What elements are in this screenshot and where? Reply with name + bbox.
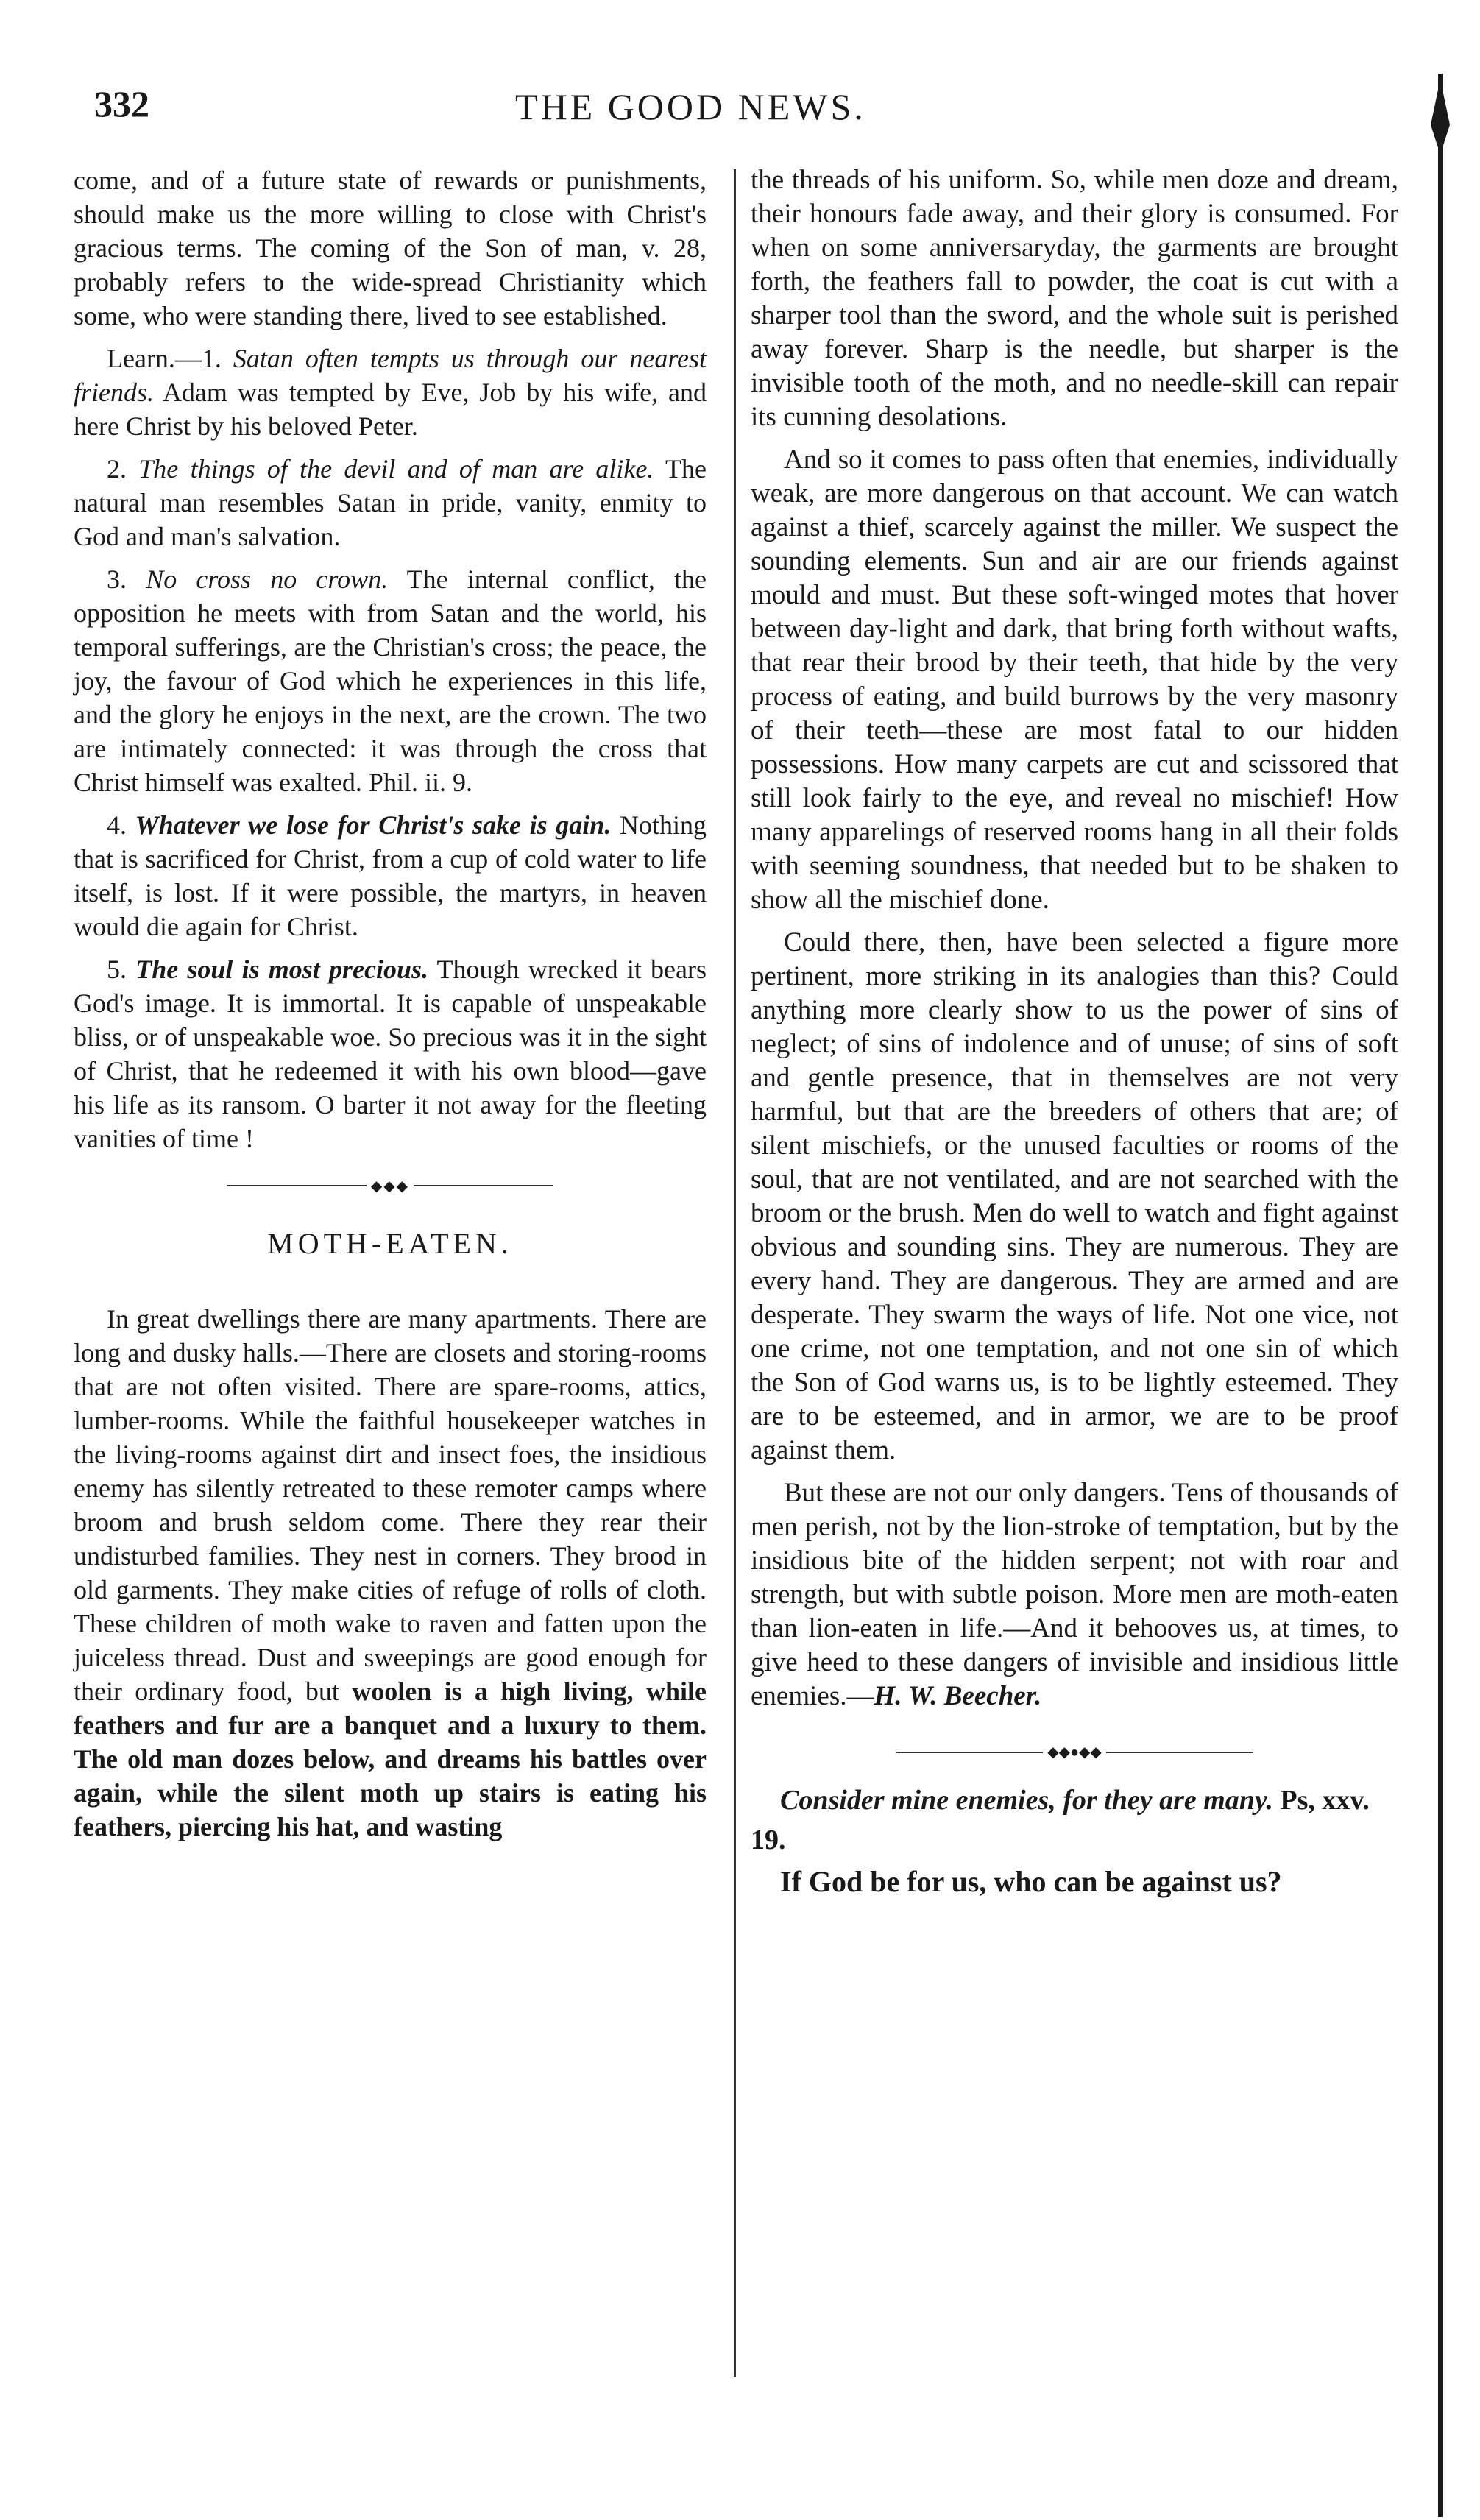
ornament-diamond-icon: ◆◆◆ <box>370 1178 410 1194</box>
point-heading: The things of the devil and of man are alike. <box>138 454 654 484</box>
learn-point-1 <box>74 341 707 443</box>
learn-lead: Learn.—1. <box>107 344 233 373</box>
ornament-rule <box>1106 1752 1253 1753</box>
point-number: 2. <box>107 454 139 484</box>
learn-heading: Satan often tempts us through our nearest friends. <box>74 344 707 407</box>
scripture-quote <box>751 1780 1398 1860</box>
moth-text: But these are not our only dangers. Tens of thousands of men perish, not by the lion-stroke of temptation, but by the insidious bite of the hidden serpent; not with roar and strength, but with subtle poison. More men are moth-eaten than lion-eaten in life.—And it behooves us, at times, to give heed to these dangers of invisible and insidious little enemies.— <box>751 1478 1398 1711</box>
point-heading: Whatever we lose for Christ's sake is gain. <box>135 810 612 840</box>
attribution: H. W. Beecher. <box>874 1681 1042 1711</box>
moth-paragraph-continued: the threads of his uniform. So, while men doze and dream, their honours fade away, and their glory is consumed. For when on some anniversaryday, the garments are brought forth, the feathers fall to powder, the coat is cut with a sharper tool than the sword, and the whole suit is perished away forever. Sharp is the needle, but sharper is the invisible tooth of the moth, and no needle-skill can repair its cunning desolations. <box>751 165 1398 432</box>
ornament-diamond-icon: ◆◆●◆◆ <box>1047 1744 1102 1760</box>
section-title: MOTH-EATEN. <box>267 1227 513 1260</box>
left-column <box>74 163 707 1852</box>
ornament-rule <box>227 1185 367 1186</box>
quote-text: Consider mine enemies, for they are many. <box>780 1785 1273 1816</box>
learn-point-2 <box>74 452 707 553</box>
column-divider <box>734 169 736 2377</box>
learn-point-5 <box>74 952 707 1155</box>
point-number: 5. <box>107 955 136 984</box>
ornament-rule <box>896 1752 1043 1753</box>
point-body: The natural man resembles Satan in pride, vanity, enmity to God and man's salvation. <box>74 454 707 551</box>
point-heading: The soul is most precious. <box>135 955 429 984</box>
section-ornament <box>751 1743 1398 1761</box>
point-body: Nothing that is sacrificed for Christ, from a cup of cold water to life itself, is lost. If it were possible, the martyrs, in heaven would die again for Christ. <box>74 810 707 941</box>
point-body: Though wrecked it bears God's image. It is immortal. It is capable of unspeakable bliss, or of unspeakable woe. So precious was it in the sight of Christ, that he redeemed it with his own blood—gave his life as its ransom. O barter it not away for the fleeting vanities of time ! <box>74 955 707 1153</box>
page-number: 332 <box>94 83 149 124</box>
page-edge-rule <box>1438 74 1443 2517</box>
scripture-quote-2: If God be for us, who can be against us? <box>780 1865 1282 1898</box>
moth-text: In great dwellings there are many apartments. There are long and dusky halls.—There are closets and storing-rooms that are not often visited. There are spare-rooms, attics, lumber-rooms. While the faithful housekeeper watches in the living-rooms against dirt and insect foes, the insidious enemy has silently retreated to these remoter camps where broom and brush seldom come. There they rear their undisturbed families. They nest in corners. They brood in old garments. They make cities of refuge of rolls of cloth. These children of moth wake to raven and fatten upon the juiceless thread. Dust and sweepings are good enough for their ordinary food, but <box>74 1304 707 1706</box>
right-column <box>751 163 1398 1904</box>
point-number: 3. <box>107 564 146 594</box>
moth-paragraph-3: Could there, then, have been selected a figure more pertinent, more striking in its analogies than this? Could anything more clearly show to us the power of sins of neglect; of sins of indolence and of unuse; of sins of soft and gentle presence, that in themselves are not very harmful, but that are the breeders of others that are; of silent mischiefs, or the unused faculties or rooms of the soul, that are not ventilated, and are not searched with the broom or the brush. Men do well to watch and fight against obvious and sounding sins. They are numerous. They are every hand. They are dangerous. They are armed and are desperate. They swarm the ways of life. Not one vice, not one crime, not one temptation, and not one sin of which the Son of God warns us, is to be lightly esteemed. They are to be esteemed, and in armor, we are to be proof against them. <box>751 927 1398 1465</box>
learn-point-3 <box>74 562 707 799</box>
point-number: 4. <box>107 810 135 840</box>
moth-text-bold: woolen is a high living, while feathers and fur are a banquet and a luxury to them. The old man dozes below, and dreams his battles over again, while the silent moth up stairs is eating his feathers, piercing his hat, and wasting <box>74 1677 707 1841</box>
learn-point-4 <box>74 808 707 944</box>
quote-reference: Ps, xxv. 19. <box>751 1785 1370 1855</box>
moth-paragraph-4 <box>751 1476 1398 1713</box>
learn-body: Adam was tempted by Eve, Job by his wife, and here Christ by his beloved Peter. <box>74 378 707 441</box>
moth-paragraph-1 <box>74 1302 707 1844</box>
moth-paragraph-2: And so it comes to pass often that enemies, individually weak, are more dangerous on that account. We can watch against a thief, scarcely against the miller. We suspect the sounding elements. Sun and air are our friends against mould and must. But these soft-winged motes that hover between day-light and dark, that bring forth without wafts, that rear their brood by their teeth, that hide by the very process of eating, and build burrows by the very masonry of their teeth—these are most fatal to our hidden possessions. How many carpets are cut and scissored that still look fairly to the eye, and reveal no mischief! How many apparelings of reserved rooms hang in all their folds with seeming soundness, that needed but to be shaken to show all the mischief done. <box>751 445 1398 915</box>
point-heading: No cross no crown. <box>146 564 389 594</box>
section-ornament <box>74 1172 707 1197</box>
continued-paragraph: come, and of a future state of rewards or punishments, should make us the more willing to close with Christ's gracious terms. The coming of the Son of man, v. 28, probably refers to the wide-spread Christianity which some, who were standing there, lived to see established. <box>74 166 707 330</box>
ornament-rule <box>414 1185 553 1186</box>
point-body: The internal conflict, the opposition he meets with from Satan and the world, his temporal sufferings, are the Christian's cross; the peace, the joy, the favour of God which he experiences in this life, and the glory he enjoys in the next, are the crown. The two are intimately connected: it was through the cross that Christ himself was exalted. Phil. ii. 9. <box>74 564 707 797</box>
running-head: THE GOOD NEWS. <box>515 86 866 127</box>
